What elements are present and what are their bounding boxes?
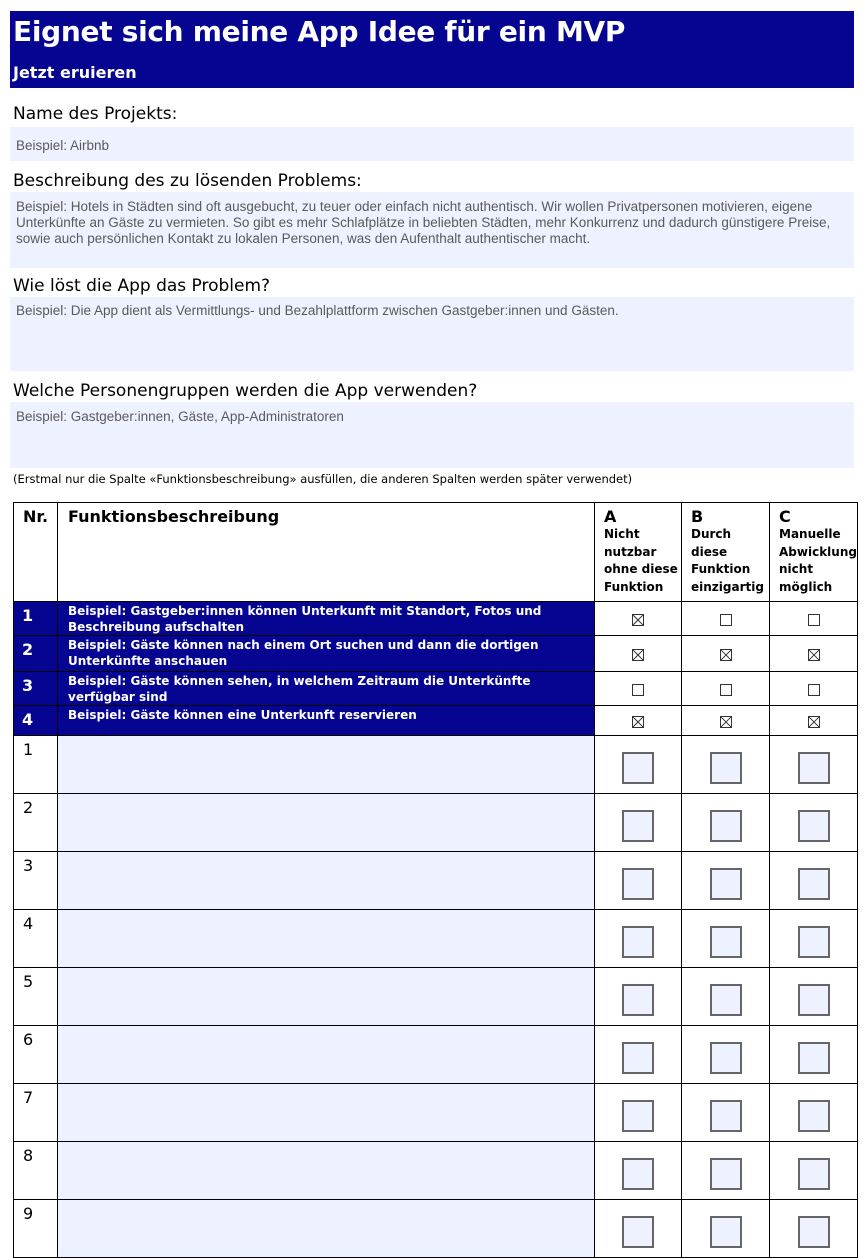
entry-cell-a — [595, 1026, 682, 1084]
entry-checkbox-a[interactable] — [622, 810, 654, 842]
entry-row-number: 6 — [14, 1026, 58, 1084]
example-row-number: 4 — [14, 706, 58, 736]
entry-cell-c — [770, 1142, 858, 1200]
entry-row — [14, 852, 858, 910]
entry-cell-b — [682, 968, 770, 1026]
entry-checkbox-b[interactable] — [710, 868, 742, 900]
solution-field[interactable]: Beispiel: Die App dient als Vermittlungs- und Bezahlplattform zwischen Gastgeber:innen und Gästen. — [10, 297, 854, 371]
entry-description-field[interactable] — [58, 736, 595, 794]
project-name-label: Name des Projekts: — [13, 104, 178, 124]
entry-checkbox-a[interactable] — [622, 984, 654, 1016]
header-col-b-letter: B — [691, 507, 704, 526]
example-cell-c — [770, 672, 858, 706]
entry-description-field[interactable] — [58, 852, 595, 910]
header-col-c-desc: Manuelle Abwicklung nicht möglich — [779, 527, 857, 594]
entry-checkbox-c[interactable] — [798, 1158, 830, 1190]
entry-checkbox-b[interactable] — [710, 984, 742, 1016]
entry-row — [14, 968, 858, 1026]
function-table — [13, 502, 858, 1258]
entry-cell-a — [595, 1084, 682, 1142]
example-row-number: 2 — [14, 636, 58, 672]
example-row — [14, 636, 858, 672]
example-row-description: Beispiel: Gäste können eine Unterkunft reservieren — [58, 706, 595, 736]
entry-cell-b — [682, 1026, 770, 1084]
entry-row-number: 9 — [14, 1200, 58, 1258]
entry-description-field[interactable] — [58, 1026, 595, 1084]
unchecked-box-icon — [808, 614, 820, 626]
entry-description-field[interactable] — [58, 1084, 595, 1142]
users-field[interactable]: Beispiel: Gastgeber:innen, Gäste, App-Administratoren — [10, 402, 854, 468]
header-col-c — [770, 503, 858, 602]
header-banner — [10, 11, 854, 88]
header-function: Funktionsbeschreibung — [58, 503, 595, 602]
entry-cell-b — [682, 1084, 770, 1142]
entry-description-field[interactable] — [58, 968, 595, 1026]
example-row-description: Beispiel: Gastgeber:innen können Unterkunft mit Standort, Fotos und Beschreibung aufschalten — [58, 602, 595, 636]
entry-checkbox-b[interactable] — [710, 810, 742, 842]
unchecked-box-icon — [720, 684, 732, 696]
entry-row — [14, 1200, 858, 1258]
checked-box-icon — [632, 649, 644, 661]
checked-box-icon — [808, 716, 820, 728]
example-row-number: 3 — [14, 672, 58, 706]
example-cell-a — [595, 706, 682, 736]
example-cell-c — [770, 706, 858, 736]
entry-cell-a — [595, 1200, 682, 1258]
instruction-note: (Erstmal nur die Spalte «Funktionsbeschreibung» ausfüllen, die anderen Spalten werden später verwendet) — [13, 472, 633, 486]
entry-checkbox-a[interactable] — [622, 752, 654, 784]
example-row — [14, 672, 858, 706]
entry-checkbox-c[interactable] — [798, 752, 830, 784]
entry-checkbox-b[interactable] — [710, 1042, 742, 1074]
entry-checkbox-b[interactable] — [710, 752, 742, 784]
entry-cell-b — [682, 910, 770, 968]
entry-row — [14, 736, 858, 794]
entry-checkbox-b[interactable] — [710, 1100, 742, 1132]
example-cell-b — [682, 602, 770, 636]
entry-row-number: 8 — [14, 1142, 58, 1200]
entry-checkbox-c[interactable] — [798, 984, 830, 1016]
header-col-a-letter: A — [604, 507, 617, 526]
entry-cell-b — [682, 1142, 770, 1200]
entry-row — [14, 910, 858, 968]
checked-box-icon — [808, 649, 820, 661]
entry-checkbox-c[interactable] — [798, 1100, 830, 1132]
problem-field[interactable]: Beispiel: Hotels in Städten sind oft ausgebucht, zu teuer oder einfach nicht authentisch. Wir wollen Privatpersonen motivieren, eigene Unterkünfte an Gäste zu vermieten. So gibt es mehr Schlafplätze in beliebten Städten, mehr Konkurrenz und dadurch günstigere Preise, sowie auch persönlichen Kontakt zu lokalen Personen, was den Aufenthalt authentischer macht. — [10, 192, 854, 268]
table-header-row — [14, 503, 858, 602]
header-nr: Nr. — [14, 503, 58, 602]
entry-cell-a — [595, 968, 682, 1026]
example-cell-a — [595, 672, 682, 706]
entry-checkbox-b[interactable] — [710, 1158, 742, 1190]
entry-row — [14, 1084, 858, 1142]
entry-row — [14, 794, 858, 852]
entry-cell-c — [770, 852, 858, 910]
example-row-number: 1 — [14, 602, 58, 636]
entry-cell-a — [595, 910, 682, 968]
page-title: Eignet sich meine App Idee für ein MVP — [13, 15, 626, 48]
entry-checkbox-a[interactable] — [622, 1042, 654, 1074]
entry-row-number: 1 — [14, 736, 58, 794]
unchecked-box-icon — [632, 684, 644, 696]
checked-box-icon — [720, 649, 732, 661]
header-col-a-desc: Nicht nutzbar ohne diese Funktion — [604, 527, 678, 594]
entry-checkbox-a[interactable] — [622, 1158, 654, 1190]
entry-checkbox-a[interactable] — [622, 1100, 654, 1132]
entry-checkbox-a[interactable] — [622, 926, 654, 958]
entry-checkbox-b[interactable] — [710, 926, 742, 958]
entry-checkbox-a[interactable] — [622, 868, 654, 900]
users-label: Welche Personengruppen werden die App verwenden? — [13, 381, 478, 401]
entry-cell-c — [770, 910, 858, 968]
entry-row-number: 2 — [14, 794, 58, 852]
entry-checkbox-c[interactable] — [798, 868, 830, 900]
example-cell-c — [770, 636, 858, 672]
entry-cell-c — [770, 736, 858, 794]
example-row-description: Beispiel: Gäste können sehen, in welchem Zeitraum die Unterkünfte verfügbar sind — [58, 672, 595, 706]
entry-cell-c — [770, 1026, 858, 1084]
header-col-b — [682, 503, 770, 602]
entry-row-number: 7 — [14, 1084, 58, 1142]
example-row — [14, 706, 858, 736]
example-cell-b — [682, 706, 770, 736]
example-row — [14, 602, 858, 636]
header-col-b-desc: Durch diese Funktion einzigartig — [691, 527, 764, 594]
checked-box-icon — [632, 614, 644, 626]
unchecked-box-icon — [720, 614, 732, 626]
page-subtitle: Jetzt eruieren — [13, 63, 137, 82]
header-col-a — [595, 503, 682, 602]
entry-cell-c — [770, 968, 858, 1026]
entry-row-number: 3 — [14, 852, 58, 910]
entry-cell-a — [595, 852, 682, 910]
entry-checkbox-c[interactable] — [798, 1042, 830, 1074]
entry-row — [14, 1142, 858, 1200]
entry-cell-c — [770, 794, 858, 852]
entry-cell-c — [770, 1200, 858, 1258]
entry-cell-b — [682, 736, 770, 794]
entry-cell-c — [770, 1084, 858, 1142]
entry-description-field[interactable] — [58, 1200, 595, 1258]
entry-cell-a — [595, 1142, 682, 1200]
entry-cell-b — [682, 1200, 770, 1258]
entry-row-number: 5 — [14, 968, 58, 1026]
example-row-description: Beispiel: Gäste können nach einem Ort suchen und dann die dortigen Unterkünfte anschauen — [58, 636, 595, 672]
entry-cell-a — [595, 794, 682, 852]
example-cell-b — [682, 636, 770, 672]
unchecked-box-icon — [808, 684, 820, 696]
entry-row-number: 4 — [14, 910, 58, 968]
entry-description-field[interactable] — [58, 910, 595, 968]
entry-cell-b — [682, 852, 770, 910]
entry-checkbox-c[interactable] — [798, 926, 830, 958]
entry-description-field[interactable] — [58, 794, 595, 852]
entry-cell-a — [595, 736, 682, 794]
example-cell-a — [595, 602, 682, 636]
checked-box-icon — [720, 716, 732, 728]
solution-label: Wie löst die App das Problem? — [13, 276, 271, 296]
problem-label: Beschreibung des zu lösenden Problems: — [13, 171, 362, 191]
entry-description-field[interactable] — [58, 1142, 595, 1200]
entry-checkbox-c[interactable] — [798, 810, 830, 842]
entry-row — [14, 1026, 858, 1084]
example-cell-c — [770, 602, 858, 636]
example-cell-a — [595, 636, 682, 672]
project-name-field[interactable]: Beispiel: Airbnb — [10, 127, 854, 161]
entry-cell-b — [682, 794, 770, 852]
checked-box-icon — [632, 716, 644, 728]
example-cell-b — [682, 672, 770, 706]
header-col-c-letter: C — [779, 507, 791, 526]
